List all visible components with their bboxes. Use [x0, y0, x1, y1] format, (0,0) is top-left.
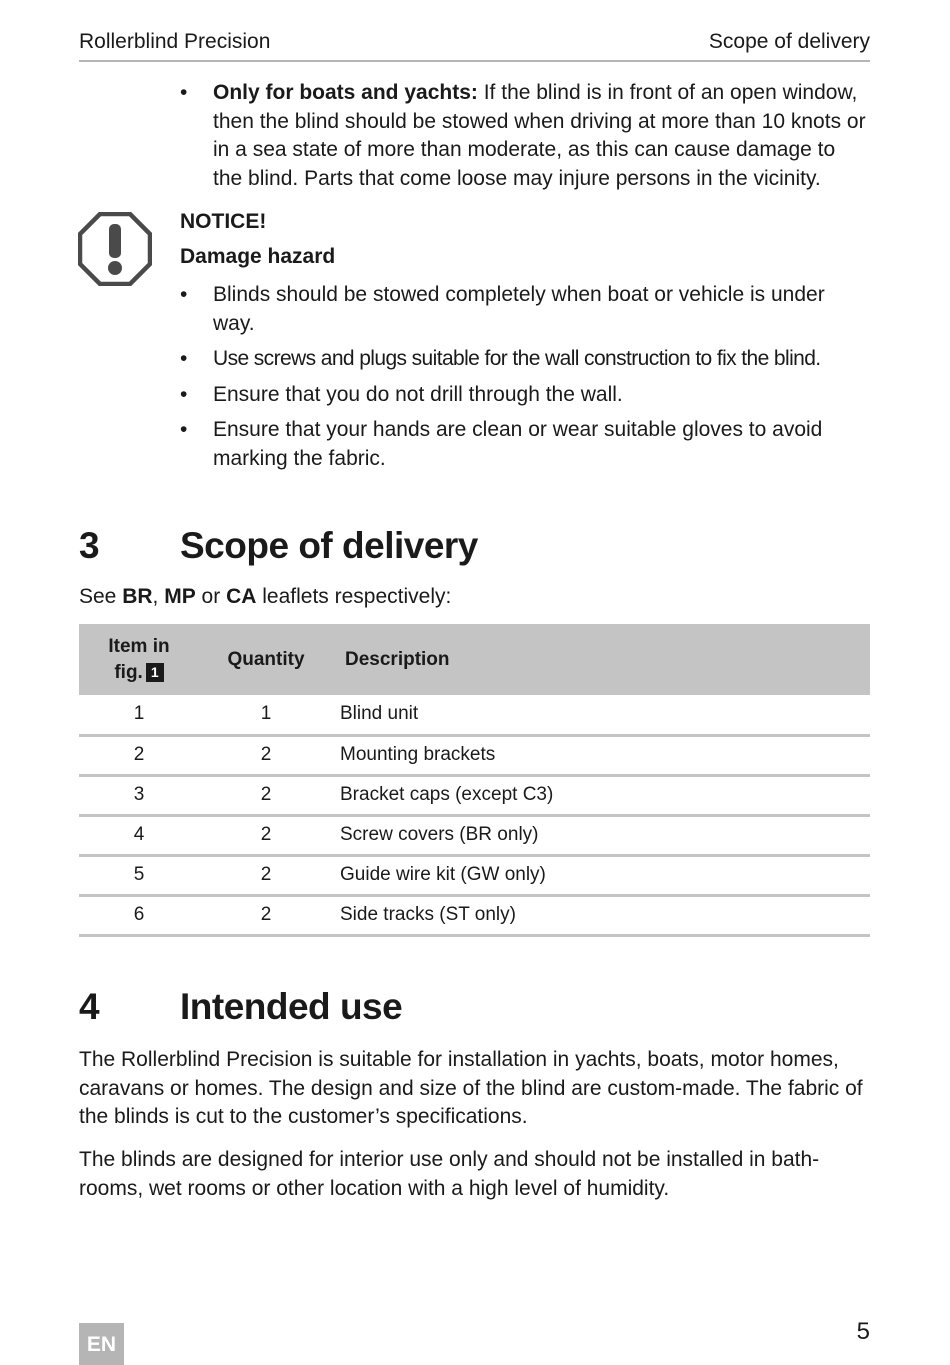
table-row	[79, 695, 870, 735]
cell-description: Screw covers (BR only)	[333, 815, 870, 855]
list-item: • Ensure that your hands are clean or wear suitable gloves to avoid marking the fabric.	[180, 416, 870, 473]
section-3-number: 3	[79, 525, 100, 566]
table-row	[79, 775, 870, 815]
list-item: • Blinds should be stowed completely when boat or vehicle is under way.	[180, 281, 870, 338]
notice-list	[180, 281, 870, 480]
language-badge: EN	[79, 1323, 124, 1365]
cell-description: Bracket caps (except C3)	[333, 775, 870, 815]
table-row	[79, 815, 870, 855]
cell-description: Side tracks (ST only)	[333, 895, 870, 935]
cell-quantity: 1	[199, 695, 333, 735]
cell-description: Guide wire kit (GW only)	[333, 855, 870, 895]
cell-quantity: 2	[199, 775, 333, 815]
intro-see: See	[79, 585, 123, 608]
table-row	[79, 735, 870, 775]
cell-item: 4	[79, 815, 199, 855]
list-item: • Ensure that you do not drill through the wall.	[180, 381, 870, 410]
exclamation-octagon-icon	[78, 212, 152, 286]
header-item	[79, 624, 199, 695]
header-section-name: Scope of delivery	[708, 30, 870, 53]
header-item-line2: fig.	[114, 661, 143, 683]
intro-br: BR	[122, 585, 153, 608]
boats-bullet-list	[180, 79, 870, 200]
section-3-title: Scope of delivery	[180, 525, 478, 566]
intro-ca: CA	[226, 585, 257, 608]
cell-description: Blind unit	[333, 695, 870, 735]
page-number: 5	[856, 1318, 870, 1345]
list-item	[180, 79, 870, 193]
scope-intro	[79, 585, 451, 609]
cell-item: 2	[79, 735, 199, 775]
intro-rest: leaflets respectively:	[256, 585, 452, 608]
intro-or: or	[195, 585, 227, 608]
scope-table	[79, 624, 870, 937]
page-header	[79, 28, 870, 62]
list-item: • Use screws and plugs suitable for the wall construction to fix the blind.	[180, 345, 870, 374]
cell-item: 5	[79, 855, 199, 895]
cell-item: 3	[79, 775, 199, 815]
section-4-number: 4	[79, 986, 100, 1027]
intended-use-paragraph-1: The Rollerblind Precision is suitable for installation in yachts, boats, motor homes, caravans or homes. The design and size of the blind are custom-made. The fabric of the blinds is cut to the customer’s specifications.	[79, 1048, 863, 1128]
notice-subtitle: Damage hazard	[180, 245, 336, 268]
cell-item: 1	[79, 695, 199, 735]
intended-use-paragraph-2: The blinds are designed for interior use only and should not be installed in bath-rooms, wet rooms or other location with a high level of humidity.	[79, 1148, 820, 1200]
figure-badge: 1	[146, 663, 164, 682]
cell-quantity: 2	[199, 895, 333, 935]
section-4-title: Intended use	[180, 986, 403, 1027]
table-header-row	[79, 624, 870, 695]
cell-quantity: 2	[199, 735, 333, 775]
table-row	[79, 855, 870, 895]
cell-description: Mounting brackets	[333, 735, 870, 775]
intro-comma: ,	[152, 585, 165, 608]
intro-mp: MP	[164, 585, 196, 608]
header-description: Description	[333, 624, 870, 695]
cell-quantity: 2	[199, 855, 333, 895]
boats-bullet-bold: Only for boats and yachts:	[213, 81, 478, 104]
table-row	[79, 895, 870, 935]
notice-title: NOTICE!	[180, 210, 267, 233]
header-quantity: Quantity	[199, 624, 333, 695]
header-item-line1: Item in	[108, 635, 170, 657]
cell-item: 6	[79, 895, 199, 935]
cell-quantity: 2	[199, 815, 333, 855]
boats-bullet-text: If the blind is in front of an open window, then the blind should be stowed when driving at more than 10 knots or in a sea state of more than moderate, as this can cause damage to the blind. Parts that come loose may injure persons in the vicinity.	[213, 81, 866, 190]
header-product-name: Rollerblind Precision	[79, 30, 271, 53]
